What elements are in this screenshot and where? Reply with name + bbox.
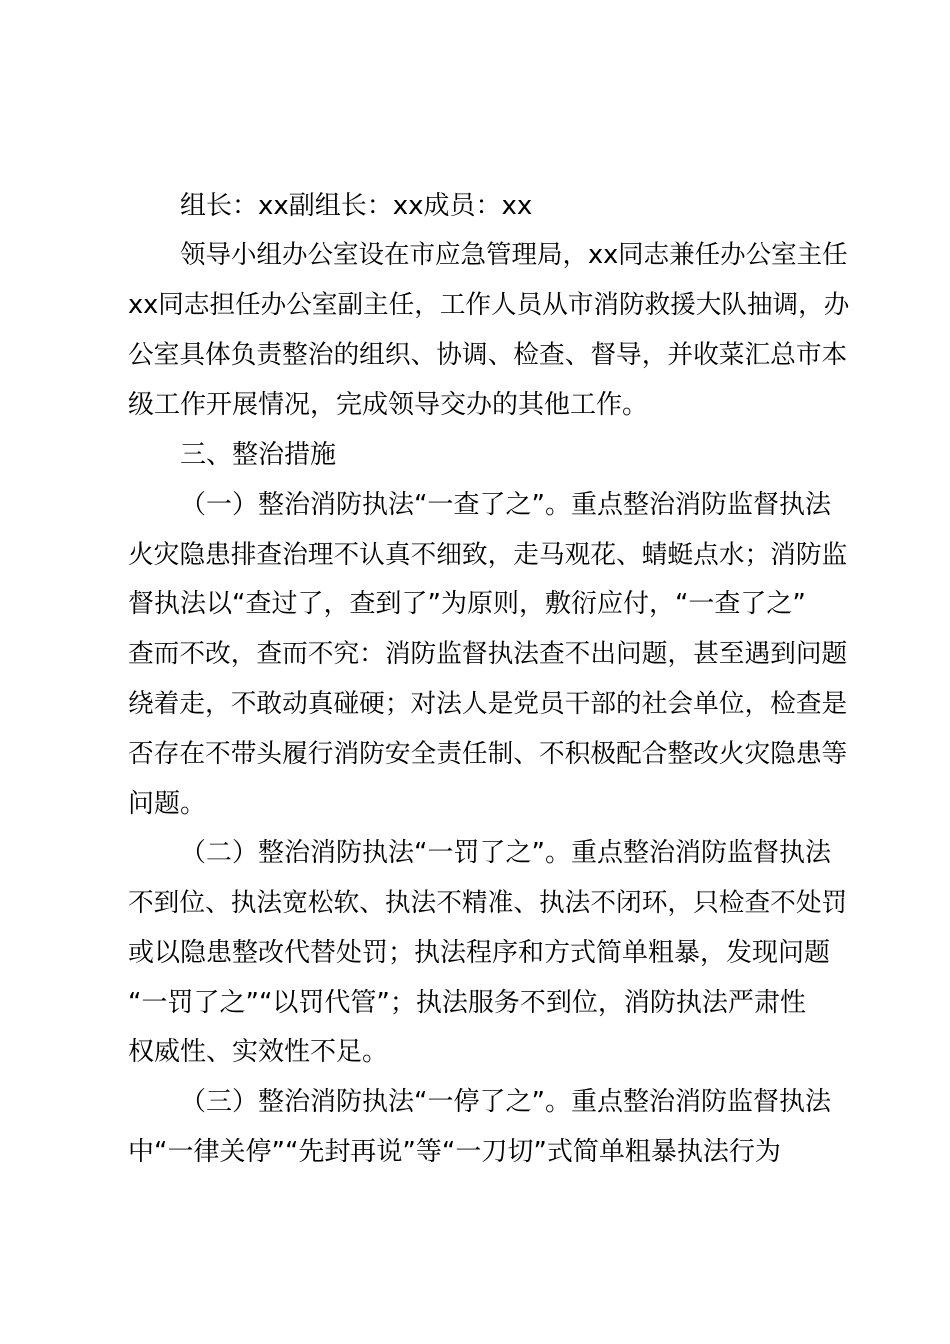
paragraph-line: 火灾隐患排查治理不认真不细致，走马观花、蜻蜓点水；消防监 [128, 540, 848, 570]
paragraph-line: （三）整治消防执法“一停了之”。重点整治消防监督执法 [180, 1087, 831, 1117]
paragraph-line: 权威性、实效性不足。 [128, 1037, 389, 1067]
paragraph-line: xx同志担任办公室副主任，工作人员从市消防救援大队抽调，办 [128, 290, 850, 320]
paragraph-line: 领导小组办公室设在市应急管理局，xx同志兼任办公室主任 [180, 240, 848, 270]
leader-roster-line: 组长：xx副组长：xx成员：xx [180, 191, 533, 221]
paragraph-line: 查而不改，查而不究：消防监督执法查不出问题，甚至遇到问题 [128, 639, 848, 669]
paragraph-line: 否存在不带头履行消防安全责任制、不积极配合整改火灾隐患等 [128, 739, 848, 769]
paragraph-line: 或以隐患整改代替处罚；执法程序和方式简单粗暴，发现问题 [128, 938, 831, 968]
paragraph-line: （二）整治消防执法“一罚了之”。重点整治消防监督执法 [180, 838, 831, 868]
paragraph-line: 督执法以“查过了，查到了”为原则，敷衍应付，“一查了之” [128, 589, 806, 619]
paragraph-line: （一）整治消防执法“一查了之”。重点整治消防监督执法 [180, 490, 831, 520]
paragraph-line: 问题。 [128, 789, 207, 819]
paragraph-line: 公室具体负责整治的组织、协调、检查、督导，并收菜汇总市本 [128, 340, 848, 370]
paragraph-line: 不到位、执法宽松软、执法不精准、执法不闭环，只检查不处罚 [128, 888, 848, 918]
section-heading: 三、整治措施 [180, 440, 337, 470]
paragraph-line: “一罚了之”“以罚代管”；执法服务不到位，消防执法严肃性 [128, 988, 806, 1018]
paragraph-line: 中“一律关停”“先封再说”等“一刀切”式简单粗暴执法行为 [128, 1137, 781, 1167]
paragraph-line: 级工作开展情况，完成领导交办的其他工作。 [128, 390, 649, 420]
paragraph-line: 绕着走，不敢动真碰硬；对法人是党员干部的社会单位，检查是 [128, 689, 848, 719]
